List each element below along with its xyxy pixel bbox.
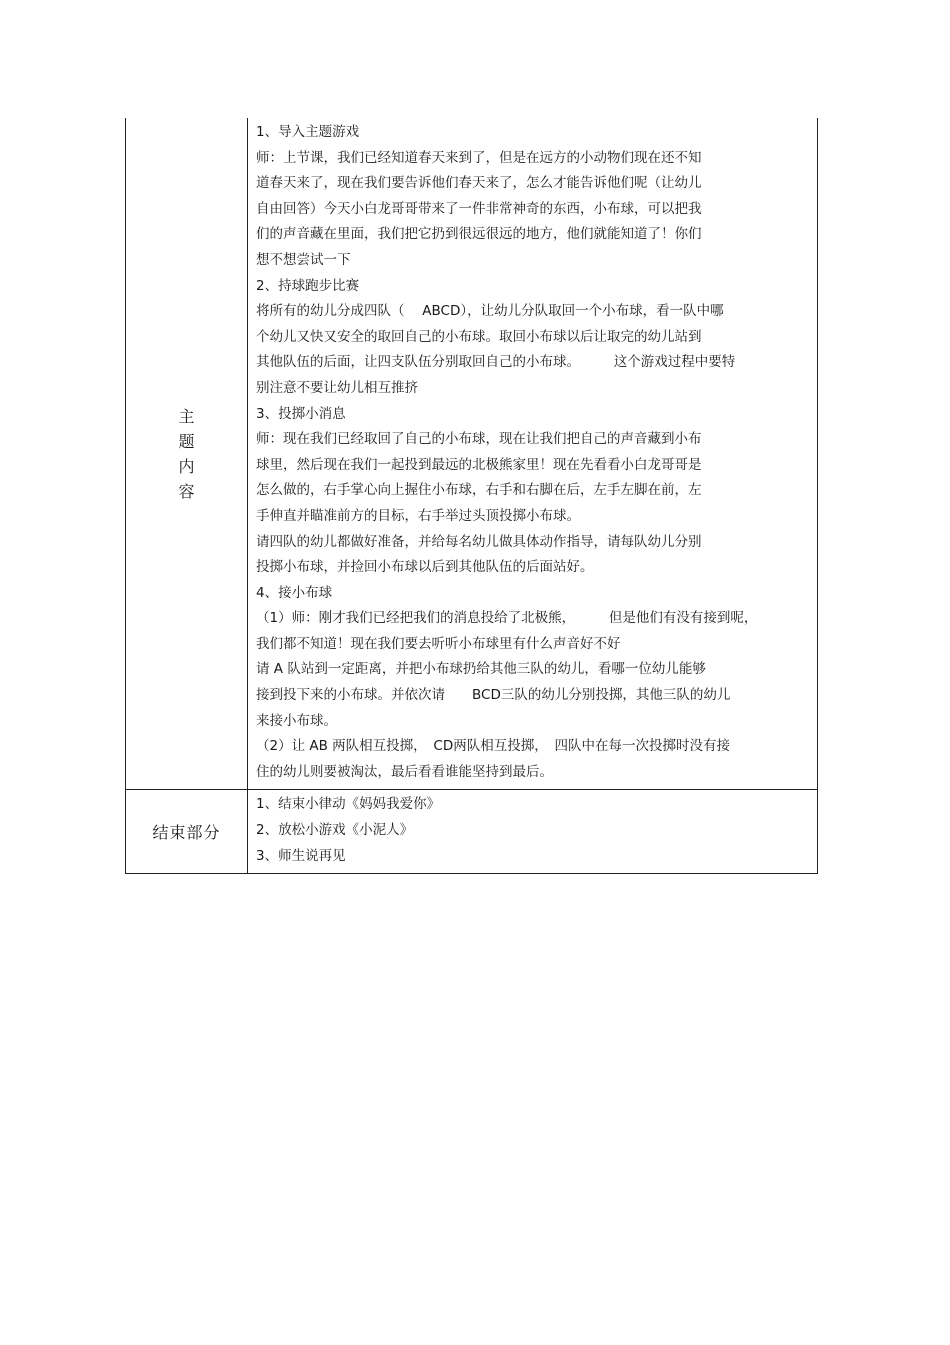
text-line: 别注意不要让幼儿相互推挤 (256, 379, 418, 396)
end-section-label: 结束部分 (152, 823, 221, 843)
text-line: 住的幼儿则要被淘汰，最后看看谁能坚持到最后。 (256, 763, 553, 780)
lesson-plan-table (125, 118, 818, 874)
text-line: 球里，然后现在我们一起投到最远的北极熊家里！现在先看看小白龙哥哥是 (256, 456, 702, 473)
text-line: 道春天来了，现在我们要告诉他们春天来了，怎么才能告诉他们呢（让幼儿 (256, 175, 702, 192)
text-line: 请四队的幼儿都做好准备，并给每名幼儿做具体动作指导，请每队幼儿分别 (256, 533, 702, 550)
section-heading: 3、投掷小消息 (256, 405, 346, 422)
text-line: 接到投下来的小布球。并依次请 BCD三队的幼儿分别投掷，其他三队的幼儿 (256, 687, 731, 704)
text-line: （2）让 AB 两队相互投掷， CD两队相互投掷， 四队中在每一次投掷时没有接 (256, 738, 730, 755)
text-line: 师：上节课，我们已经知道春天来到了，但是在远方的小动物们现在还不知 (256, 149, 702, 166)
text-line: 自由回答）今天小白龙哥哥带来了一件非常神奇的东西，小布球，可以把我 (256, 200, 702, 217)
text-line: 们的声音藏在里面，我们把它扔到很远很远的地方，他们就能知道了！你们 (256, 226, 702, 243)
main-content-row (126, 118, 818, 790)
text-line: 来接小布球。 (256, 712, 337, 729)
section-throw-message (256, 402, 811, 581)
text-line: （1）师：刚才我们已经把我们的消息投给了北极熊， 但是他们有没有接到呢， (256, 610, 758, 627)
section-import-game (256, 120, 811, 274)
section-heading: 4、接小布球 (256, 584, 333, 601)
end-section-cell (248, 790, 818, 874)
text-line: 2、放松小游戏《小泥人》 (256, 822, 414, 839)
text-line: 请 A 队站到一定距离，并把小布球扔给其他三队的幼儿，看哪一位幼儿能够 (256, 661, 706, 678)
text-line: 想不想尝试一下 (256, 251, 351, 268)
end-section-row (126, 790, 818, 874)
text-line: 将所有的幼儿分成四队（ ABCD），让幼儿分队取回一个小布球，看一队中哪 (256, 303, 724, 320)
main-content-cell (248, 118, 818, 790)
end-section-label-cell (126, 790, 248, 874)
section-heading: 1、导入主题游戏 (256, 124, 360, 140)
section-catch-ball (256, 581, 811, 786)
text-line: 手伸直并瞄准前方的目标，右手举过头顶投掷小布球。 (256, 507, 580, 524)
text-line: 投掷小布球，并捡回小布球以后到其他队伍的后面站好。 (256, 559, 594, 576)
text-line: 1、结束小律动《妈妈我爱你》 (256, 796, 441, 813)
text-line: 师：现在我们已经取回了自己的小布球，现在让我们把自己的声音藏到小布 (256, 431, 702, 448)
text-line: 其他队伍的后面，让四支队伍分别取回自己的小布球。 这个游戏过程中要特 (256, 354, 736, 371)
section-ball-race (256, 274, 811, 402)
main-content-label-cell (126, 118, 248, 790)
text-line: 我们都不知道！现在我们要去听听小布球里有什么声音好不好 (256, 635, 621, 652)
text-line: 怎么做的，右手掌心向上握住小布球，右手和右脚在后，左手左脚在前，左 (256, 482, 702, 499)
main-content-label: 主题内容 (178, 406, 195, 501)
section-heading: 2、持球跑步比赛 (256, 277, 360, 294)
text-line: 3、师生说再见 (256, 847, 346, 864)
text-line: 个幼儿又快又安全的取回自己的小布球。取回小布球以后让取完的幼儿站到 (256, 328, 702, 345)
